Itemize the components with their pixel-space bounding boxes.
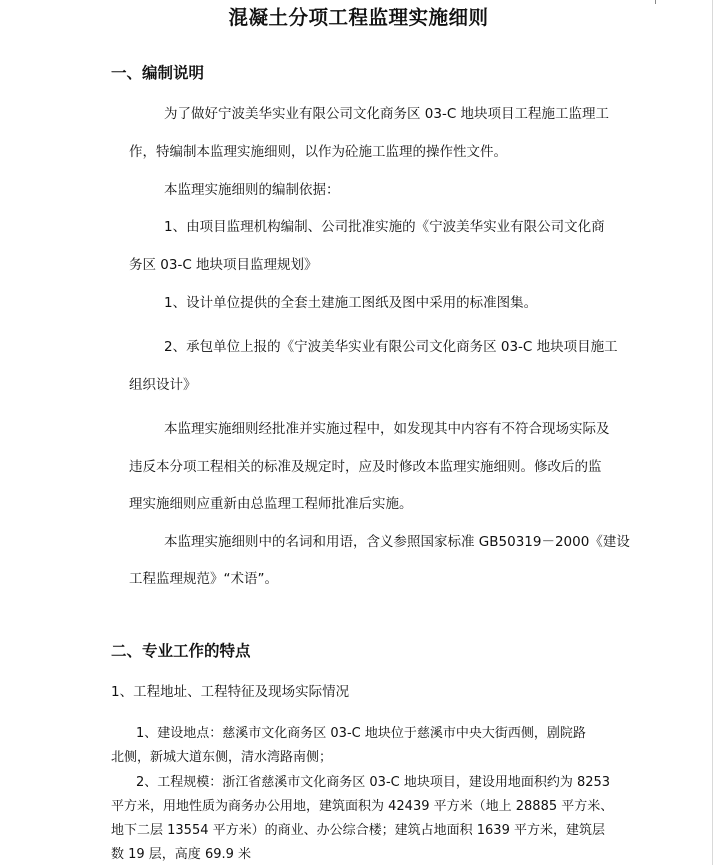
subheading: 1、工程地址、工程特征及现场实际情况 [111,684,350,700]
paragraph-line: 违反本分项工程相关的标准及规定时，应及时修改本监理实施细则。修改后的监 [129,459,602,475]
paragraph-line: 理实施细则应重新由总监理工程师批准后实施。 [129,496,413,512]
section-heading-1: 一、编制说明 [111,64,205,82]
paragraph-line: 工程监理规范》“术语”。 [129,571,278,587]
paragraph-line: 1、建设地点：慈溪市文化商务区 03-C 地块位于慈溪市中央大街西侧，剧院路 [136,726,586,741]
paragraph-line: 地下二层 13554 平方米）的商业、办公综合楼；建筑占地面积 1639 平方米，建筑层 [111,823,605,838]
paragraph-line: 组织设计》 [129,377,197,393]
section-heading-2: 二、专业工作的特点 [111,642,251,660]
paragraph-line: 1、由项目监理机构编制、公司批准实施的《宁波美华实业有限公司文化商 [164,219,605,235]
paragraph-line: 2、承包单位上报的《宁波美华实业有限公司文化商务区 03-C 地块项目施工 [164,339,618,355]
paragraph-line: 1、设计单位提供的全套土建施工图纸及图中采用的标准图集。 [164,295,538,311]
paragraph-line: 作，特编制本监理实施细则，以作为砼施工监理的操作性文件。 [129,144,507,160]
paragraph-line: 本监理实施细则的编制依据： [164,182,340,198]
document-title: 混凝土分项工程监理实施细则 [228,6,489,29]
paragraph-line: 2、工程规模：浙江省慈溪市文化商务区 03-C 地块项目，建设用地面积约为 8253 [136,775,611,790]
page-edge [712,0,713,865]
paragraph-line: 为了做好宁波美华实业有限公司文化商务区 03-C 地块项目工程施工监理工 [164,106,610,122]
paragraph-line: 数 19 层，高度 69.9 米 [111,847,252,862]
paragraph-line: 务区 03-C 地块项目监理规划》 [129,257,318,273]
paragraph-line: 本监理实施细则中的名词和用语，含义参照国家标准 GB50319－2000《建设 [164,534,630,550]
paragraph-line: 北侧，新城大道东侧，清水湾路南侧； [111,750,333,765]
paragraph-line: 本监理实施细则经批准并实施过程中，如发现其中内容有不符合现场实际及 [164,421,610,437]
paragraph-line: 平方米，用地性质为商务办公用地，建筑面积为 42439 平方米（地上 28885 平方米、 [111,799,614,814]
